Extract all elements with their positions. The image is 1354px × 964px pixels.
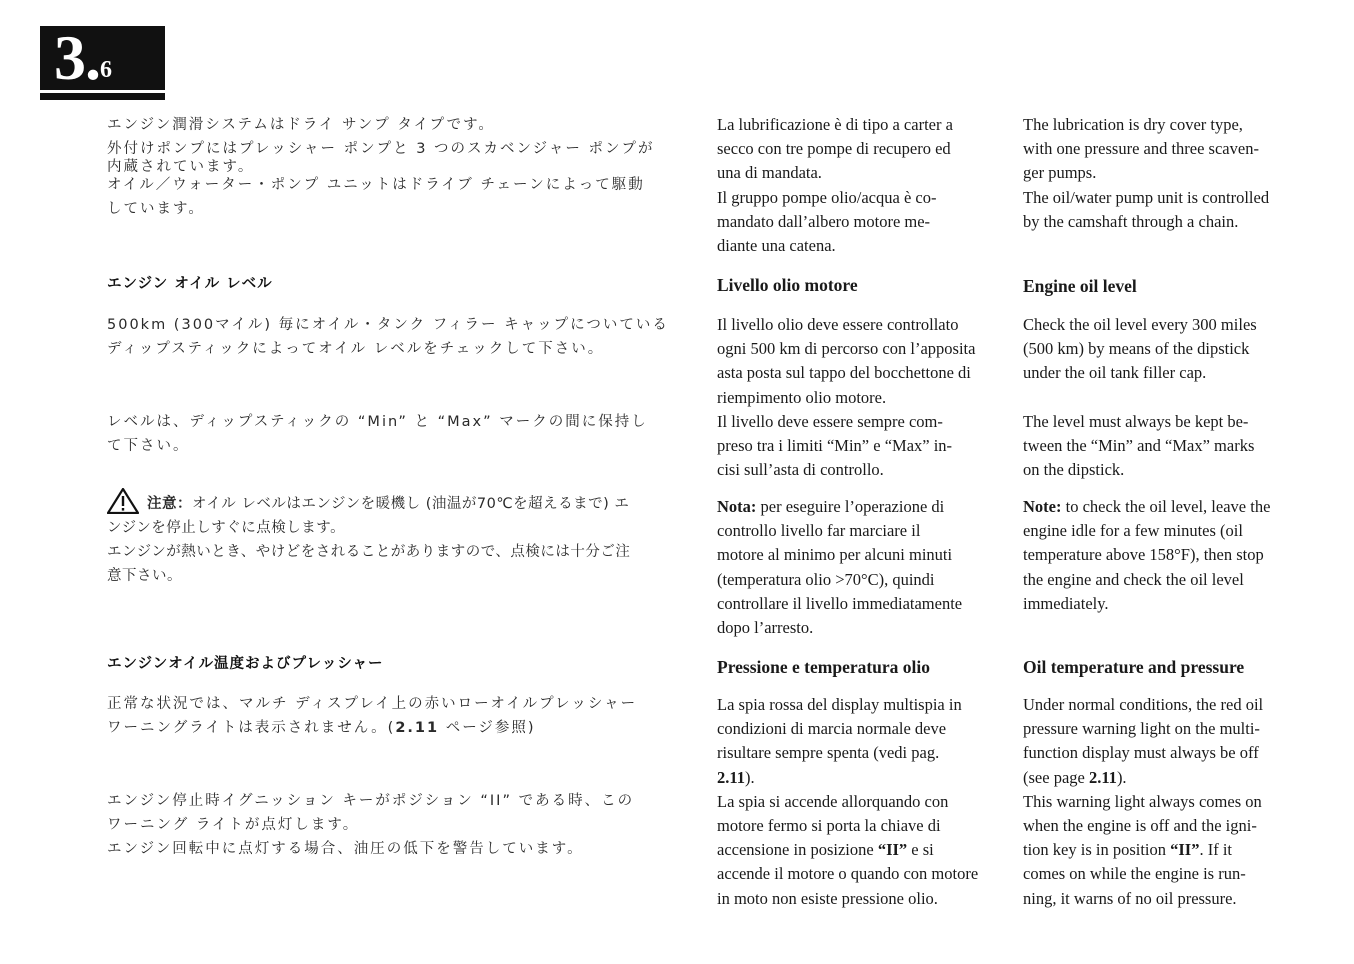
text-line: . If it <box>1199 840 1233 860</box>
en-intro-paragraph <box>1023 113 1303 234</box>
ja-intro-paragraph <box>107 113 690 221</box>
text-line: The lubrication is dry cover type, <box>1023 115 1243 134</box>
en-note <box>1023 495 1303 616</box>
ja-oil-level-range <box>107 410 690 458</box>
japanese-column <box>107 0 690 964</box>
text-line: 正常な状況では、マルチ ディスプレイ上の赤いローオイルプレッシャー <box>107 696 638 712</box>
text-line: to check the oil level, leave the <box>1061 497 1271 516</box>
text-line: ning, it warns of no oil pressure. <box>1023 888 1237 908</box>
text-line: ワーニング ライトが点灯します。 <box>107 817 360 833</box>
it-oil-level-check <box>717 313 999 482</box>
text-line: The level must always be kept be- <box>1023 412 1249 431</box>
text-line: This warning light always comes on <box>1023 791 1262 811</box>
text-line: riempimento olio motore. <box>717 387 887 407</box>
text-line: motore fermo si porta la chiave di <box>717 816 941 836</box>
text-line: engine idle for a few minutes (oil <box>1023 521 1243 541</box>
text-line: エンジン回転中に点灯する場合、油圧の低下を警告しています。 <box>107 841 584 857</box>
text-line: controllare il livello immediatamente <box>717 593 963 613</box>
text-line: under the oil tank filler cap. <box>1023 363 1207 383</box>
text-line: controllo livello far marciare il <box>717 521 921 541</box>
page-reference: 2.11 <box>395 720 440 736</box>
warning-triangle-icon <box>107 488 139 514</box>
text-line: function display must always be off <box>1023 743 1259 763</box>
text-line: the engine and check the oil level <box>1023 569 1244 589</box>
text-line: ). <box>744 767 755 787</box>
text-line: comes on while the engine is run- <box>1023 864 1246 884</box>
text-line: in moto non esiste pressione olio. <box>717 888 938 908</box>
text-line: tion key is in position <box>1023 840 1171 860</box>
text-line: accende il motore o quando con motore <box>717 864 979 884</box>
italian-column <box>717 0 999 964</box>
text-line: motore al minimo per alcuni minuti <box>717 545 953 565</box>
it-pressure-heading: Pressione e temperatura olio <box>717 657 931 677</box>
text-line: 500km (300マイル) 毎にオイル・タンク フィラー キャップについている <box>107 317 669 333</box>
caution-label: 注意： <box>147 496 192 512</box>
text-line: dopo l’arresto. <box>717 618 814 638</box>
text-line: condizioni di marcia normale deve <box>717 719 947 739</box>
text-line: Under normal conditions, the red oil <box>1023 695 1264 714</box>
text-line: accensione in posizione <box>717 840 878 860</box>
text-line: mandato dall’albero motore me- <box>717 211 931 231</box>
text-line: (500 km) by means of the dipstick <box>1023 339 1250 359</box>
text-line: per eseguire l’operazione di <box>756 497 945 516</box>
text-line: エンジン停止時イグニッション キーがポジション “II” である時、この <box>107 793 635 809</box>
text-line: 内蔵されています。 <box>107 159 255 175</box>
text-line: La spia si accende allorquando con <box>717 791 949 811</box>
text-line: ogni 500 km di percorso con l’apposita <box>717 339 976 359</box>
text-line: (temperatura olio >70°C), quindi <box>717 569 935 589</box>
text-line: ディップスティックによってオイル レベルをチェックして下さい。 <box>107 341 605 357</box>
text-line: ンジンを停止しすぐに点検します。 <box>107 520 346 536</box>
text-line: asta posta sul tappo del bocchettone di <box>717 363 971 383</box>
text-line: しています。 <box>107 201 205 217</box>
note-label: Note: <box>1023 497 1062 516</box>
text-line: secco con tre pompe di recupero ed <box>717 139 951 159</box>
text-line: tween the “Min” and “Max” marks <box>1023 436 1255 456</box>
en-pressure-normal <box>1023 693 1303 911</box>
text-line: La lubrificazione è di tipo a carter a <box>717 115 953 134</box>
ja-oil-level-check <box>107 313 690 361</box>
text-line: una di mandata. <box>717 163 822 183</box>
text-line: risultare sempre spenta (vedi pag. <box>717 743 940 763</box>
text-line: オイル／ウォーター・ポンプ ユニットはドライブ チェーンによって駆動 <box>107 177 645 193</box>
it-note <box>717 495 999 640</box>
english-column <box>1023 0 1303 964</box>
it-intro-paragraph <box>717 113 999 258</box>
text-line: cisi sull’asta di controllo. <box>717 460 884 480</box>
en-oil-level-heading: Engine oil level <box>1023 276 1137 296</box>
it-oil-level-heading: Livello olio motore <box>717 275 858 295</box>
text-line: エンジン潤滑システムはドライ サンプ タイプです。 <box>107 117 495 133</box>
text-line: ワーニングライトは表示されません。( <box>107 720 396 736</box>
text-line: (see page <box>1023 767 1089 787</box>
text-line: on the dipstick. <box>1023 460 1125 480</box>
en-oil-level-check <box>1023 313 1303 386</box>
text-line: ger pumps. <box>1023 163 1097 183</box>
key-position: “II” <box>877 840 908 860</box>
text-line: ページ参照) <box>439 720 536 736</box>
text-line: て下さい。 <box>107 438 190 454</box>
key-position: “II” <box>1170 840 1200 860</box>
ja-caution-note <box>107 488 690 588</box>
text-line: 意下さい。 <box>107 568 182 584</box>
text-line: pressure warning light on the multi- <box>1023 719 1260 739</box>
ja-pressure-heading: エンジンオイル温度およびプレッシャー <box>107 656 384 672</box>
text-line: when the engine is off and the igni- <box>1023 816 1257 836</box>
text-line: Check the oil level every 300 miles <box>1023 315 1257 334</box>
text-line: エンジンが熱いとき、やけどをされることがありますので、点検には十分ご注 <box>107 544 631 560</box>
text-line: オイル レベルはエンジンを暖機し (油温が70℃を超えるまで) エ <box>192 496 630 512</box>
section-major: 3. <box>54 22 100 93</box>
text-line: ). <box>1116 767 1127 787</box>
text-line: by the camshaft through a chain. <box>1023 211 1239 231</box>
text-line: immediately. <box>1023 593 1109 613</box>
text-line: La spia rossa del display multispia in <box>717 695 962 714</box>
text-line: with one pressure and three scaven- <box>1023 139 1259 159</box>
en-pressure-heading: Oil temperature and pressure <box>1023 657 1245 677</box>
text-line: preso tra i limiti “Min” e “Max” in- <box>717 436 953 456</box>
text-line: The oil/water pump unit is controlled <box>1023 187 1270 207</box>
section-minor: 6 <box>100 57 112 83</box>
note-label: Nota: <box>717 497 757 516</box>
text-line: Il livello olio deve essere controllato <box>717 315 959 334</box>
ja-pressure-warning <box>107 789 690 861</box>
page-reference: 2.11 <box>717 767 745 787</box>
text-line: Il gruppo pompe olio/acqua è co- <box>717 187 937 207</box>
it-pressure-normal <box>717 693 999 911</box>
page-reference: 2.11 <box>1088 767 1117 787</box>
ja-pressure-normal <box>107 692 690 740</box>
text-line: 外付けポンプにはプレッシャー ポンプと 3 つのスカベンジャー ポンプが <box>107 141 655 157</box>
text-line: diante una catena. <box>717 236 836 256</box>
en-oil-level-range <box>1023 410 1303 483</box>
text-line: temperature above 158°F), then stop <box>1023 545 1264 565</box>
ja-oil-level-heading: エンジン オイル レベル <box>107 276 273 292</box>
text-line: レベルは、ディップスティックの “Min” と “Max” マークの間に保持し <box>107 414 648 430</box>
text-line: Il livello deve essere sempre com- <box>717 411 943 431</box>
text-line: e si <box>907 840 934 860</box>
